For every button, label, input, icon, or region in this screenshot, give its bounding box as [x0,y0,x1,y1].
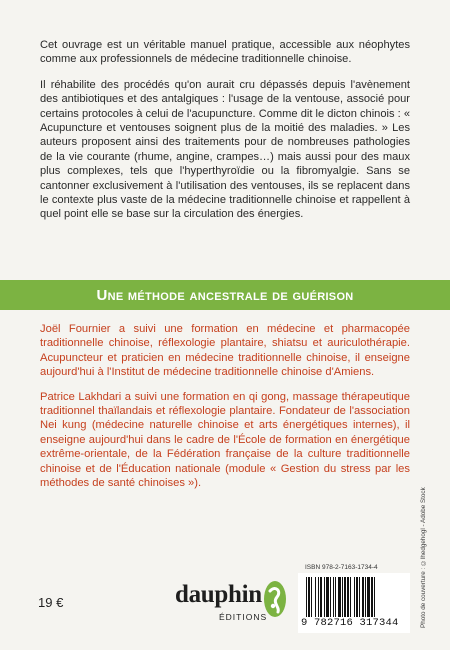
barcode-bars [306,577,404,617]
author-bio-fournier: Joël Fournier a suivi une formation en médecine et pharmacopée traditionnelle chinoise, réflexologie plantaire, shiatsu et auriculothérapie. Acupuncteur et praticien en médecine traditionnelle chinoise, il enseigne aujourd'hui à l'Institut de médecine traditionnelle chinoise d'Amiens. [40,323,410,379]
barcode-digits: 9 782716 317344 [301,617,399,629]
cover-photo-credit: Photo de couverture : ©lhedgehogl - Adobe Stock [420,487,427,628]
authors-bio [40,322,410,500]
banner-title: Une méthode ancestrale de guérison [96,286,354,304]
barcode [298,573,410,633]
isbn-label: ISBN 978-2-7163-1734-4 [305,564,378,571]
intro-paragraph-2: Il réhabilite des procédés qu'on aurait cru dépassés depuis l'avènement des antibiotiques et des antalgiques : l'usage de la ventouse, associé pour certains protocoles à celui de l'acupuncture. Comme dit le dicton chinois : « Acupuncture et ventouses soignent plus de la moitié des maladies. » Les auteurs proposent ainsi des traitements pour de nombreuses pathologies de la vie courante (rhume, angine, crampes…) mais aussi pour des maux plus complexes, tels que l'hyperthyroïdie ou la fibromyalgie. Sans se cantonner exclusivement à l'utilisation des ventouses, ils se replacent dans le contexte plus vaste de la médecine traditionnelle chinoise et rappellent à quel point elle se base sur la circulation des énergies. [40,78,410,221]
dolphin-logo-icon [263,579,287,619]
publisher-imprint: ÉDITIONS [219,612,268,622]
intro-paragraph-1: Cet ouvrage est un véritable manuel pratique, accessible aux néophytes comme aux professionnels de médecine traditionnelle chinoise. [40,39,410,66]
author-bio-lakhdari: Patrice Lakhdari a suivi une formation en qi gong, massage thérapeutique traditionnel thaïlandais et réflexologie plantaire. Fondateur de l'association Nei kung (médecine naturelle chinoise et arts énergétiques internes), il enseigne aujourd'hui dans le cadre de l'École de formation en énergétique extrême-orientale, de la Fédération française de la culture traditionnelle chinoise et de l'Éducation nationale (module « Gestion du stress par les méthodes de santé chinoises »). [40,390,410,490]
price-label: 19 € [38,595,64,610]
publisher-name: dauphin [175,581,262,608]
publisher-logo [175,575,285,630]
intro-text [40,38,410,233]
section-banner [0,280,450,310]
